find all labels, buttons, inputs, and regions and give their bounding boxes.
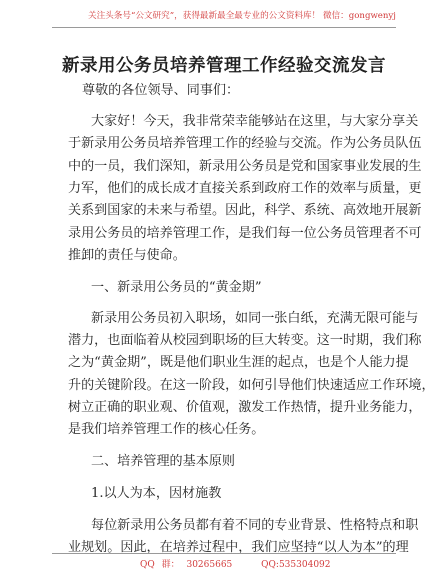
body-line: 业规划。因此，在培养过程中，我们应坚持“以人为本”的理 — [68, 540, 409, 555]
header-divider — [52, 27, 396, 28]
body-line: 树立正确的职业观、价值观，激发工作热情，提升业务能力， — [68, 400, 422, 415]
body-line: 升的关键阶段。在这一阶段，如何引导他们快速适应工作环境， — [68, 378, 435, 393]
header-promo-text: 关注头条号“公文研究”，获得最新最全最专业的公文资料库！ 微信：gongwenyj — [88, 11, 396, 21]
body-line: 中的一员，我们深知，新录用公务员是党和国家事业发展的生 — [68, 159, 422, 174]
body-line: 是我们培养管理工作的核心任务。 — [68, 422, 265, 437]
body-line: 潜力，也面临着从校园到职场的巨大转变。这一时期，我们称 — [68, 333, 422, 348]
footer-qq-group: QQ 群： 30265665 — [140, 560, 233, 570]
section-heading-2: 二、培养管理的基本原则 — [91, 454, 236, 469]
body-line: 推卸的责任与使命。 — [68, 248, 186, 263]
salutation-line: 尊敬的各位领导、同事们： — [82, 83, 240, 98]
body-line: 大家好！今天，我非常荣幸能够站在这里，与大家分享关 — [91, 114, 419, 129]
body-line: 新录用公务员初入职场，如同一张白纸，充满无限可能与 — [91, 311, 419, 326]
document-title: 新录用公务员培养管理工作经验交流发言 — [62, 56, 386, 76]
footer-qq-number: QQ:535304092 — [261, 560, 331, 570]
body-line: 每位新录用公务员都有着不同的专业背景、性格特点和职 — [91, 518, 419, 533]
body-line: 于新录用公务员培养管理工作的经验与交流。作为公务员队伍 — [68, 136, 422, 151]
body-line: 力军，他们的成长成才直接关系到政府工作的效率与质量，更 — [68, 181, 422, 196]
footer-contact — [140, 557, 353, 570]
body-line: 之为“黄金期”，既是他们职业生涯的起点，也是个人能力提 — [68, 355, 409, 370]
section-heading-1: 一、新录用公务员的“黄金期” — [91, 280, 262, 295]
body-line: 录用公务员的培养管理工作，是我们每一位公务员管理者不可 — [68, 226, 422, 241]
subsection-heading: 1.以人为本，因材施教 — [91, 486, 222, 501]
body-line: 关系到国家的未来与希望。因此，科学、系统、高效地开展新 — [68, 203, 422, 218]
footer-divider — [52, 553, 396, 554]
